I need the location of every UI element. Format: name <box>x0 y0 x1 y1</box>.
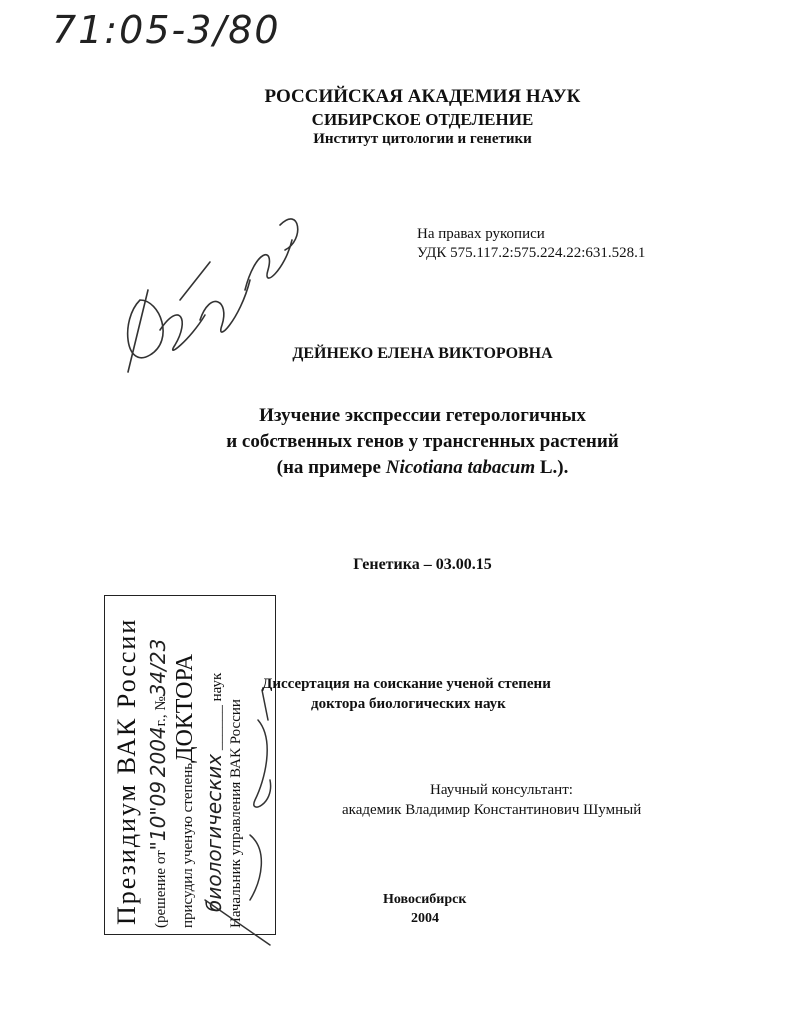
stamp-decision-suffix: г., № <box>153 696 169 727</box>
shelf-mark: 71:05-3/80 <box>52 8 281 52</box>
udc-code: УДК 575.117.2:575.224.22:631.528.1 <box>417 245 646 261</box>
title-line-3-suffix: L.). <box>535 457 569 478</box>
stamp-field-line: биологических ______ наук <box>202 672 226 912</box>
manuscript-rights-note: На правах рукописи <box>417 226 545 242</box>
stamp-presidium: Президиум ВАК России <box>112 617 141 925</box>
place: Новосибирск <box>383 892 467 907</box>
stamp-head-line: Начальник управления ВАК России <box>228 699 244 928</box>
institute-name: Институт цитологии и генетики <box>313 131 532 147</box>
stamp-degree: ДОКТОРА <box>172 653 198 763</box>
stamp-field-suffix: наук <box>209 672 225 702</box>
consultant-label: Научный консультант: <box>430 782 573 798</box>
dissertation-line-2: доктора биологических наук <box>311 696 506 712</box>
title-line-1: Изучение экспрессии гетерологичных <box>259 405 586 426</box>
year: 2004 <box>411 911 439 926</box>
stamp-decision-month: 09 <box>146 781 170 807</box>
consultant-name: академик Владимир Константинович Шумный <box>342 802 642 818</box>
dissertation-line-1: Диссертация на соискание ученой степени <box>262 676 551 692</box>
stamp-decision-number: 34/23 <box>146 638 170 697</box>
species-name: Nicotiana tabacum <box>385 457 536 478</box>
branch-name: СИБИРСКОЕ ОТДЕЛЕНИЕ <box>311 110 534 129</box>
title-line-2: и собственных генов у трансгенных растений <box>226 431 619 452</box>
academy-name: РОССИЙСКАЯ АКАДЕМИЯ НАУК <box>264 86 581 107</box>
stamp-decision-day: "10" <box>146 806 170 851</box>
stamp-degree-prefix: присудил ученую степень <box>180 762 196 928</box>
stamp-field: биологических <box>202 753 226 912</box>
specialty-code: Генетика – 03.00.15 <box>353 556 492 573</box>
author-name: ДЕЙНЕКО ЕЛЕНА ВИКТОРОВНА <box>292 345 553 362</box>
title-line-3-prefix: (на примере <box>276 457 386 478</box>
stamp-decision-year: 2004 <box>146 726 170 778</box>
stamp-decision-prefix: (решение от <box>153 850 169 928</box>
